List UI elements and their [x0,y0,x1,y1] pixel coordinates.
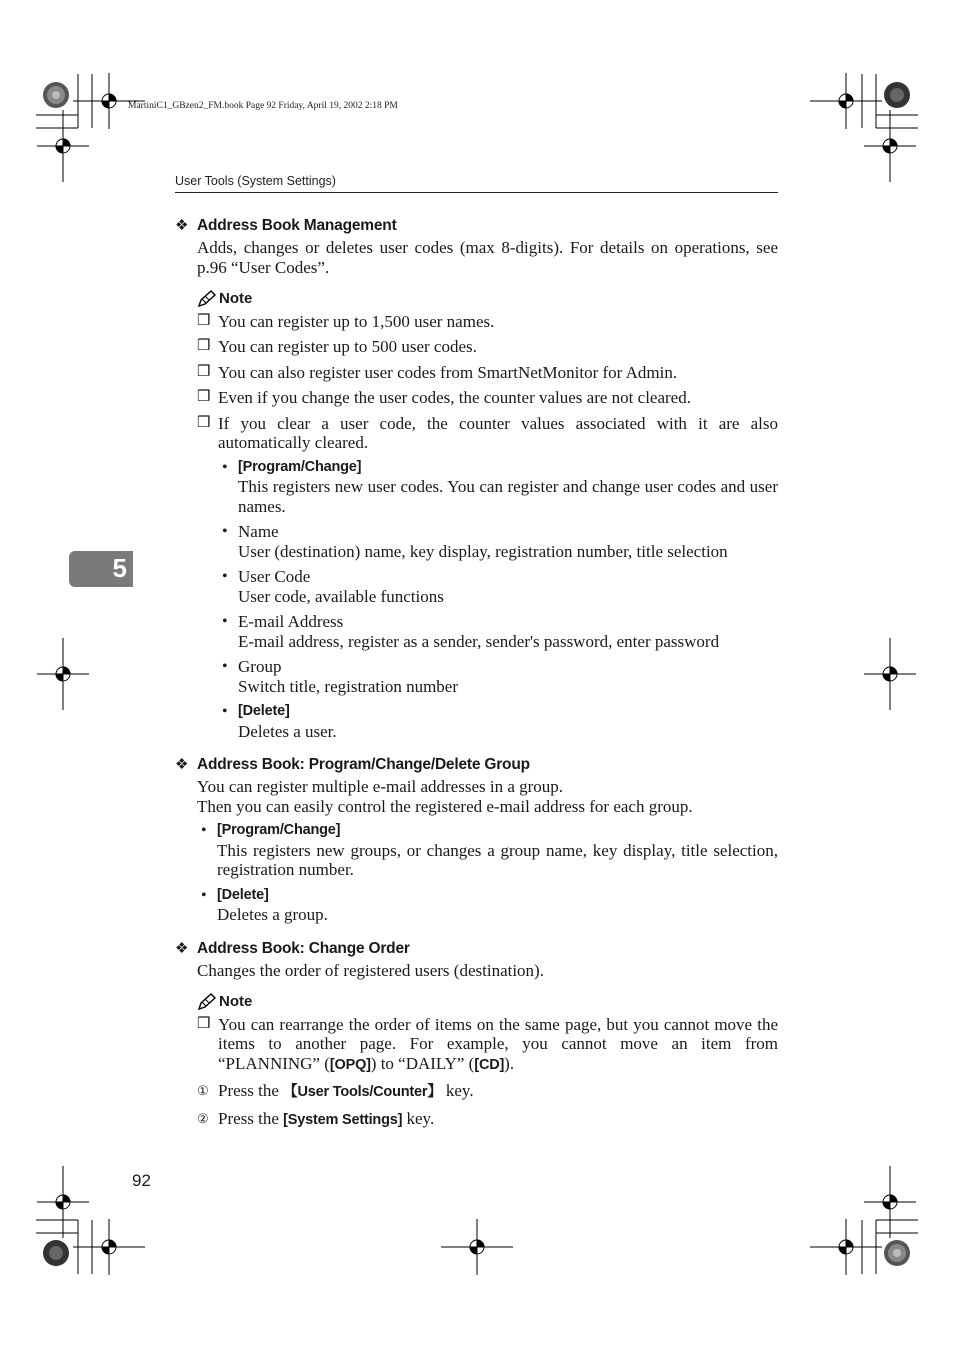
chapter-number: 5 [112,553,127,583]
pencil-icon [197,290,217,308]
item-desc: Deletes a group. [217,905,328,924]
user-fields-list [218,458,778,742]
note-heading [197,289,778,309]
item-desc: Switch title, registration number [238,676,459,696]
section-heading-group [175,755,778,775]
item-label: [Program/Change] [238,458,362,475]
item-desc: User code, available functions [238,586,444,606]
step-number: ① [197,1083,209,1098]
checkbox-icon: ❒ [197,414,211,431]
section-title: Address Book: Change Order [197,939,410,957]
key-system-settings: [System Settings] [283,1111,403,1128]
key-user-tools-counter: 【User Tools/Counter】 [283,1084,442,1100]
checkbox-icon: ❒ [197,312,211,329]
section-heading-address-book-management [175,216,778,236]
list-item: • [Delete] Deletes a group. [197,886,778,925]
diamond-bullet-icon: ❖ [175,757,189,773]
list-item: • Group Switch title, registration number [218,657,778,696]
note-item: ❒ Even if you change the user codes, the counter values are not cleared. [197,388,691,407]
procedure-step: ① Press the 【User Tools/Counter】 key. [197,1081,778,1103]
item-label: [Program/Change] [217,822,341,838]
note-item: ❒ If you clear a user code, the counter values associated with it are also automatically cleared. [197,413,778,452]
item-label: E-mail Address [238,612,344,631]
note-label: Note [219,290,253,307]
note-item: ❒ You can register up to 500 user codes. [197,337,477,356]
section-description: Changes the order of registered users (destination). [197,960,544,980]
list-item: • Name User (destination) name, key display, registration number, title selection [218,522,778,561]
note-item: ❒ You can also register user codes from SmartNetMonitor for Admin. [197,362,678,382]
procedure-step: ② Press the [System Settings] key. [197,1109,778,1131]
item-desc: E-mail address, register as a sender, sender's password, enter password [238,631,720,651]
page-number: 92 [132,1171,151,1190]
note-heading [197,992,778,1012]
chapter-tab [69,551,133,587]
header-rule [175,192,778,193]
section-title: Address Book: Program/Change/Delete Group [197,756,530,774]
section-description: Adds, changes or deletes user codes (max 8-digits). For details on operations, see p.96 “User Codes”. [197,238,778,277]
diamond-bullet-icon: ❖ [175,940,189,957]
section-heading-change-order [175,939,778,959]
item-desc: Deletes a user. [238,721,337,741]
item-label: [Delete] [217,886,269,903]
item-label: [Delete] [238,703,290,719]
pencil-icon [197,993,217,1011]
step-number: ② [197,1110,209,1126]
note-label: Note [219,993,253,1010]
list-item: • [Program/Change] This registers new groups, or changes a group name, key display, title selection, registration number. [201,822,778,879]
diamond-bullet-icon: ❖ [175,218,189,234]
item-label: Name [238,522,279,541]
list-item: • [Program/Change] This registers new user codes. You can register and change user codes and user names. [222,458,778,516]
item-desc: This registers new user codes. You can register and change user codes and user names. [238,477,778,516]
checkbox-icon: ❒ [197,1015,211,1032]
book-meta-line: MartiniC1_GBzen2_FM.book Page 92 Friday, April 19, 2002 2:18 PM [128,101,398,111]
item-label: User Code [238,567,311,586]
running-header: User Tools (System Settings) [175,174,336,188]
key-cd: [CD] [474,1056,505,1073]
page-content [175,216,778,1130]
checkbox-icon: ❒ [197,363,211,380]
group-fields-list [197,821,778,925]
item-label: Group [238,657,282,676]
section-description: You can register multiple e-mail addresses in a group. [197,777,564,796]
list-item: • [Delete] Deletes a user. [218,702,778,741]
checkbox-icon: ❒ [197,338,211,354]
note-item: ❒ You can rearrange the order of items on the same page, but you cannot move the items to another page. For example, you cannot move an item from “PLANNING” ([OPQ]) to “DAILY” ([CD]). [197,1015,778,1076]
section-title: Address Book Management [197,217,397,235]
list-item: • E-mail Address E-mail address, register as a sender, sender's password, enter password [218,612,778,651]
checkbox-icon: ❒ [197,389,211,405]
key-opq: [OPQ] [329,1056,371,1073]
item-desc: User (destination) name, key display, registration number, title selection [238,541,728,561]
note-item: ❒ You can register up to 1,500 user names. [197,311,495,331]
item-desc: This registers new groups, or changes a group name, key display, title selection, registration number. [217,840,778,879]
list-item: • User Code User code, available functions [218,567,778,606]
section-description: Then you can easily control the registered e-mail address for each group. [197,796,693,816]
